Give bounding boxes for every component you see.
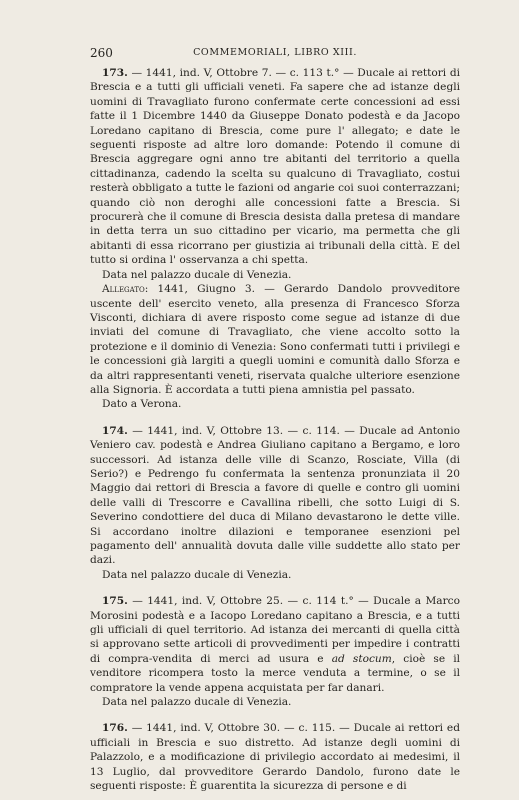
entry-text: [90, 594, 460, 695]
entry-number: 174.: [102, 424, 128, 437]
entry-body: — 1441, ind. V, Ottobre 30. — c. 115. — Ducale ai rettori ed ufficiali in Brescia e suo distretto. Ad istanze degli uomini di Palazzolo, e a modificazione di privilegio accordato ai medesimi, il 13 Luglio, dal provveditore Gerardo Dandolo, furono date le seguenti risposte: È guarentita la sicurezza di persone e di: [90, 722, 460, 793]
allegato-label: Allegato: [102, 283, 145, 296]
entry-176: [90, 721, 460, 793]
allegato-date: Dato a Verona.: [102, 398, 182, 411]
allegato-text: [90, 282, 460, 397]
entry-italic-term: ad stocum: [331, 652, 392, 665]
entry-175: [90, 594, 460, 709]
entry-text: [90, 721, 460, 793]
entry-date: Data nel palazzo ducale di Venezia.: [102, 268, 292, 281]
entry-date: Data nel palazzo ducale di Venezia.: [102, 568, 292, 581]
allegato-body: : 1441, Giugno 3. — Gerardo Dandolo provveditore uscente dell' esercito veneto, alla presenza di Francesco Sforza Visconti, dichiara di avere risposto come segue ad istanze di due inviati del comune di Travagliato, che viene accolto sotto la protezione e il dominio di Venezia: Sono confermati tutti i privilegi e le concessioni già largiti a quegli uomini e comunità dallo Sforza e da altri rappresentanti veneti, riservata qualche ulteriore esenzione alla Signoria. È accordata a tutti piena amnistia pel passato.: [90, 283, 460, 396]
entry-number: 175.: [102, 595, 128, 608]
entry-text: [90, 424, 460, 568]
page-body: [90, 66, 460, 794]
entry-number: 176.: [102, 722, 128, 735]
entry-body: — 1441, ind. V, Ottobre 13. — c. 114. — Ducale ad Antonio Veniero cav. podestà e Andrea Giuliano capitano a Bergamo, e loro successori. Ad istanza delle ville di Scanzo, Rosciate, Villa (di Serio?) e Pedrengo fu confermata la sentenza pronunziata il 20 Maggio dai rettori di Brescia a favore di quelle e contro gli uomini delle valli di Trescorre e Cavallina ribelli, che sotto Luigi di S. Severino condottiere del duca di Milano devastarono le dette ville. Si accordano inoltre dilazioni e temporanee esenzioni pel pagamento dell' annualità dovuta dalle ville suddette allo stato per dazi.: [90, 424, 460, 567]
entry-body: — 1441, ind. V, Ottobre 25. — c. 114 t.° — Ducale a Marco Morosini podestà e a Iacopo Loredano capitano a Brescia, e a tutti gli ufficiali di quel territorio. Ad istanza dei mercanti di quella città si approvano sette articoli di provvedimenti per impedire i contratti di compra-vendita di merci ad usura e: [90, 595, 460, 665]
entry-174: [90, 424, 460, 582]
entry-text: [90, 66, 460, 268]
entry-173: [90, 66, 460, 412]
running-title: COMMEMORIALI, LIBRO XIII.: [193, 47, 357, 58]
entry-date: Data nel palazzo ducale di Venezia.: [102, 696, 292, 709]
page-number: 260: [90, 46, 113, 60]
entry-number: 173.: [102, 67, 128, 79]
entry-body: — 1441, ind. V, Ottobre 7. — c. 113 t.° — Ducale ai rettori di Brescia e a tutti gli ufficiali veneti. Fa sapere che ad istanze degli uomini di Travagliato furono confermate certe concessioni ad essi fatte il 1 Dicembre 1440 da Giuseppe Donato podestà e da Jacopo Loredano capitano di Brescia, come pure l' allegato; e date le seguenti risposte ad altre loro domande: Potendo il comune di Brescia aggregare ogni anno tre abitanti del territorio a quella cittadinanza, cadendo la scelta su qualcuno di Travagliato, costui resterà obbligato a tutte le fazioni od angarie coi suoi conterrazzani; quando ciò non deroghi alle concessioni fatte a Brescia. Si procurerà che il comune di Brescia desista dalla pretesa di mandare in detta terra un suo cittadino per vicario, ma permetta che gli abitanti di essa ricorrano per giustizia ai tribunali della città. E del tutto si ordina l' osservanza a chi spetta.: [90, 67, 460, 267]
page-header: [90, 46, 460, 62]
entry-body-continued: , cioè se il venditore ricompera tosto la merce venduta a termine, o se il compratore la vende appena acquistata per far danari.: [90, 652, 461, 694]
